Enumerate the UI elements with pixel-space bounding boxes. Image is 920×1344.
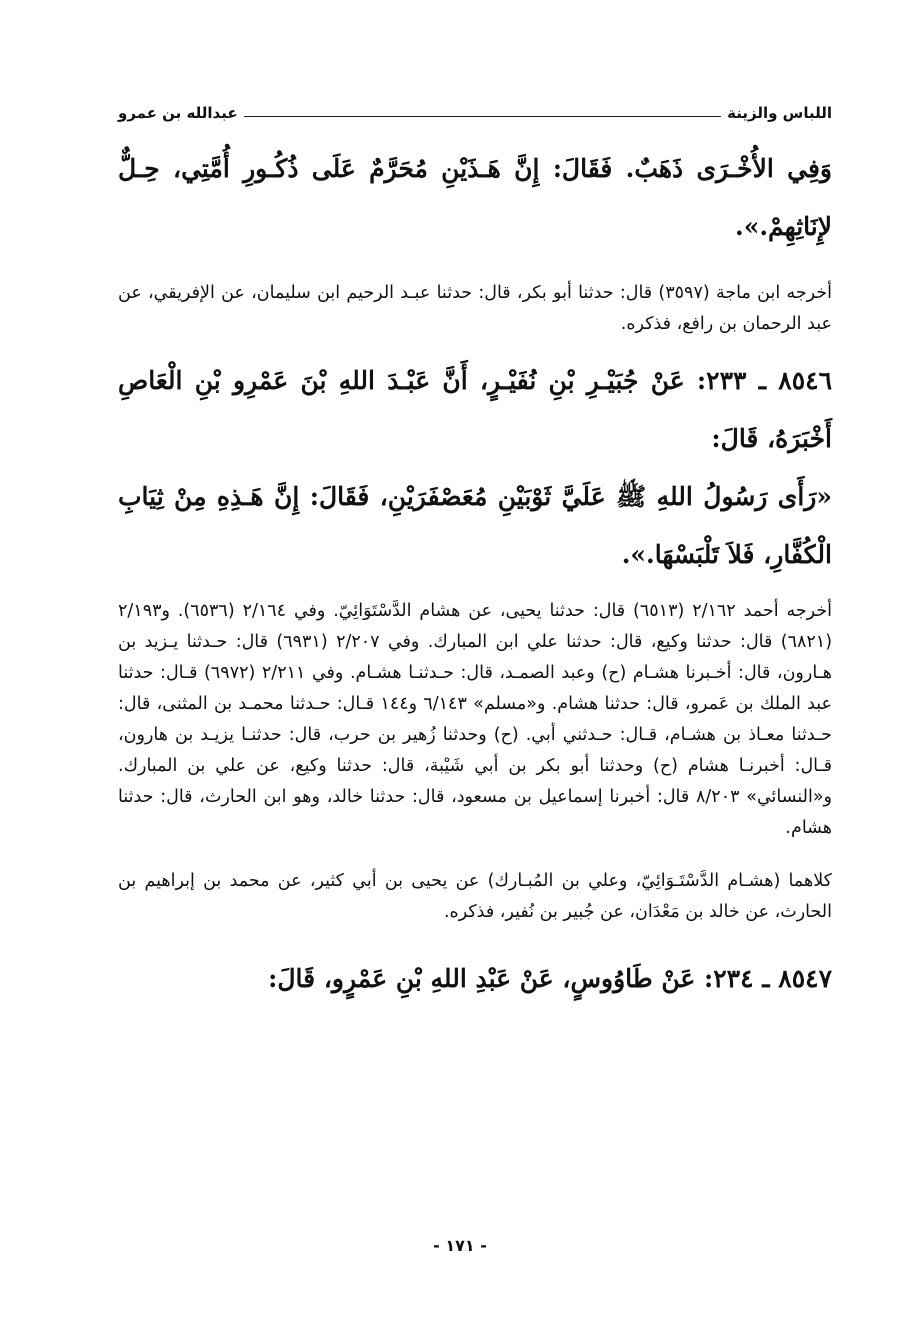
takhrij-paragraph: أخرجه ابن ماجة (٣٥٩٧) قال: حدثنا أبو بكر، قال: حدثنا عبـد الرحيم ابن سليمان، عن الإفريقي، عن عبد الرحمان بن رافع، فذكره. xyxy=(118,283,832,334)
takhrij-paragraph: أخرجه أحمد ٢/١٦٢ (٦٥١٣) قال: حدثنا يحيى، عن هشام الدَّسْتَوَائِيّ. وفي ٢/١٦٤ (٦٥٣٦). و٢/١٩٣ (٦٨٢١) قال: حدثنا وكيع، قال: حدثنا علي ابن المبارك. وفي ٢/٢٠٧ (٦٩٣١) قال: حـدثنا يـزيد بن هـارون، قال: أخـبرنا هشـام (ح) وعبد الصمـد، قال: حـدثنـا هشـام. وفي ٢/٢١١ (٦٩٧٢) قـال: حدثنا عبد الملك بن عَمرو، قال: حدثنا هشام. و«مسلم» ٦/١٤٣ و١٤٤ قـال: حـدثنا محمـد بن المثنى، قال: حـدثنا معـاذ بن هشـام، قـال: حـدثني أبي. (ح) وحدثنا زُهير بن حرب، قال: حدثنـا يزيـد بن هارون، قـال: أخبرنـا هشام (ح) وحدثنا أبو بكر بن أبي شَيْبة، قال: حدثنا وكيع، عن علي بن المبارك. و«النسائي» ٨/٢٠٣ قال: أخبرنا إسماعيل بن مسعود، قال: حدثنا خالد، وهو ابن الحارث، قال: حدثنا هشام. xyxy=(118,601,833,838)
header-rule xyxy=(244,116,722,117)
header-section-title: اللباس والزينة xyxy=(727,104,832,122)
running-header xyxy=(118,104,832,122)
hadith-matn-8546: «رَأَى رَسُولُ اللهِ ﷺ عَلَيَّ ثَوْبَيْنِ مُعَصْفَرَيْنِ، فَقَالَ: إِنَّ هَـذِهِ مِنْ ثِيَابِ الْكُفَّارِ، فَلاَ تَلْبَسْهَا.». xyxy=(118,482,832,569)
takhrij-paragraph: كلاهما (هشـام الدَّسْتَـوَائِيّ، وعلي بن المُبـارك) عن يحيى بن أبي كثير، عن محمد بن إبراهيم بن الحارث، عن خالد بن مَعْدَان، عن جُبير بن نُفير، فذكره. xyxy=(118,871,832,922)
hadith-isnad-8546: ٨٥٤٦ ـ ٢٣٣: عَنْ جُبَيْـرِ بْنِ نُفَيْـرٍ، أَنَّ عَبْـدَ اللهِ بْنَ عَمْرِو بْنِ الْعَاصِ أَخْبَرَهُ، قَالَ: xyxy=(118,366,832,453)
page-body xyxy=(118,140,832,1008)
hadith-isnad-8547: ٨٥٤٧ ـ ٢٣٤: عَنْ طَاوُوسٍ، عَنْ عَبْدِ اللهِ بْنِ عَمْرٍو، قَالَ: xyxy=(268,964,832,993)
page-number: - ١٧١ - xyxy=(433,1236,487,1255)
header-companion-name: عبدالله بن عمرو xyxy=(118,104,238,122)
hadith-continuation: وَفِي الأُخْـرَى ذَهَبٌ. فَقَالَ: إِنَّ هَـذَيْنِ مُحَرَّمٌ عَلَى ذُكُـورِ أُمَّتِي، حِـلٌّ لإِنَاثِهِمْ.». xyxy=(118,154,832,241)
